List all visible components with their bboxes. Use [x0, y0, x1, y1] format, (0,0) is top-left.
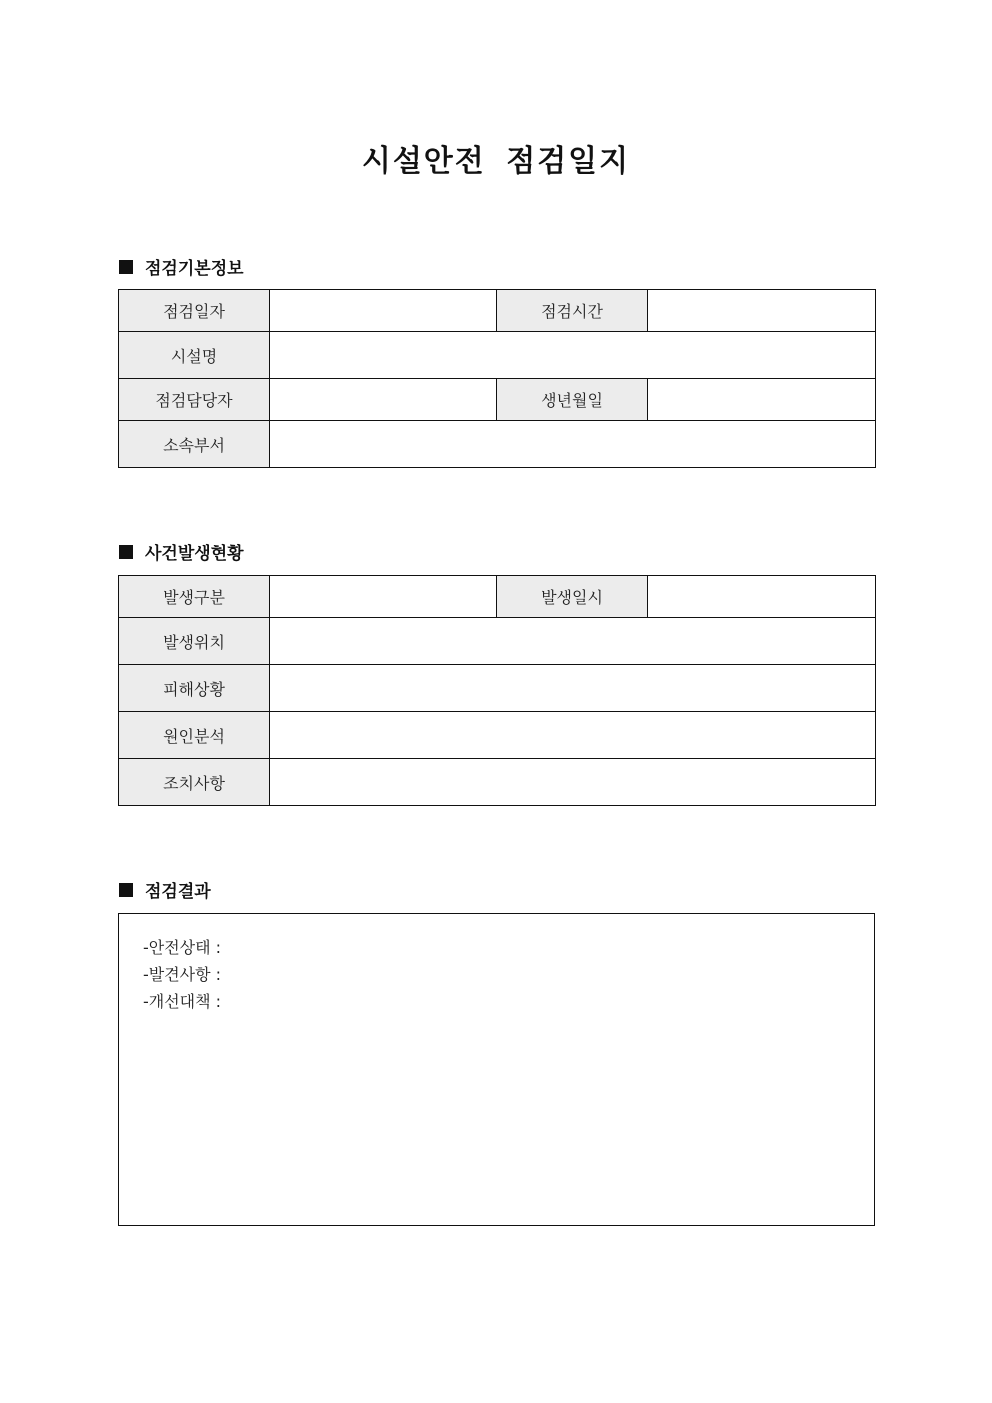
- birth-date-field[interactable]: [648, 379, 876, 421]
- table-row: [119, 665, 876, 712]
- incident-datetime-field[interactable]: [648, 576, 876, 618]
- inspection-result-box[interactable]: [118, 913, 875, 1226]
- section-heading-label: 점검결과: [145, 882, 211, 902]
- square-bullet-icon: [119, 545, 133, 559]
- label-damage-status: 피해상황: [119, 665, 270, 712]
- label-facility-name: 시설명: [119, 332, 270, 379]
- table-row: [119, 712, 876, 759]
- result-item-findings: -발견사항 :: [143, 965, 222, 984]
- label-incident-location: 발생위치: [119, 618, 270, 665]
- result-item-safety-status: -안전상태 :: [143, 938, 222, 957]
- table-row: [119, 421, 876, 468]
- incident-table: [118, 575, 876, 806]
- damage-status-field[interactable]: [270, 665, 876, 712]
- section-heading-basic-info: [119, 254, 244, 279]
- department-field[interactable]: [270, 421, 876, 468]
- document-title: 시설안전 점검일지: [361, 144, 631, 179]
- incident-type-field[interactable]: [270, 576, 497, 618]
- section-heading-label: 사건발생현황: [145, 544, 244, 564]
- cause-analysis-field[interactable]: [270, 712, 876, 759]
- square-bullet-icon: [119, 883, 133, 897]
- label-birth-date: 생년월일: [497, 379, 648, 421]
- inspector-field[interactable]: [270, 379, 497, 421]
- label-incident-type: 발생구분: [119, 576, 270, 618]
- basic-info-table: [118, 289, 876, 468]
- label-inspection-time: 점검시간: [497, 290, 648, 332]
- table-row: [119, 618, 876, 665]
- label-cause-analysis: 원인분석: [119, 712, 270, 759]
- label-inspector: 점검담당자: [119, 379, 270, 421]
- square-bullet-icon: [119, 260, 133, 274]
- result-item-improvements: -개선대책 :: [143, 992, 222, 1011]
- label-incident-datetime: 발생일시: [497, 576, 648, 618]
- table-row: [119, 379, 876, 421]
- section-heading-incident: [119, 539, 244, 564]
- incident-location-field[interactable]: [270, 618, 876, 665]
- facility-name-field[interactable]: [270, 332, 876, 379]
- actions-taken-field[interactable]: [270, 759, 876, 806]
- label-department: 소속부서: [119, 421, 270, 468]
- label-inspection-date: 점검일자: [119, 290, 270, 332]
- inspection-time-field[interactable]: [648, 290, 876, 332]
- label-actions-taken: 조치사항: [119, 759, 270, 806]
- inspection-date-field[interactable]: [270, 290, 497, 332]
- section-heading-label: 점검기본정보: [145, 259, 244, 279]
- table-row: [119, 759, 876, 806]
- section-heading-result: [119, 877, 211, 902]
- table-row: [119, 332, 876, 379]
- table-row: [119, 290, 876, 332]
- table-row: [119, 576, 876, 618]
